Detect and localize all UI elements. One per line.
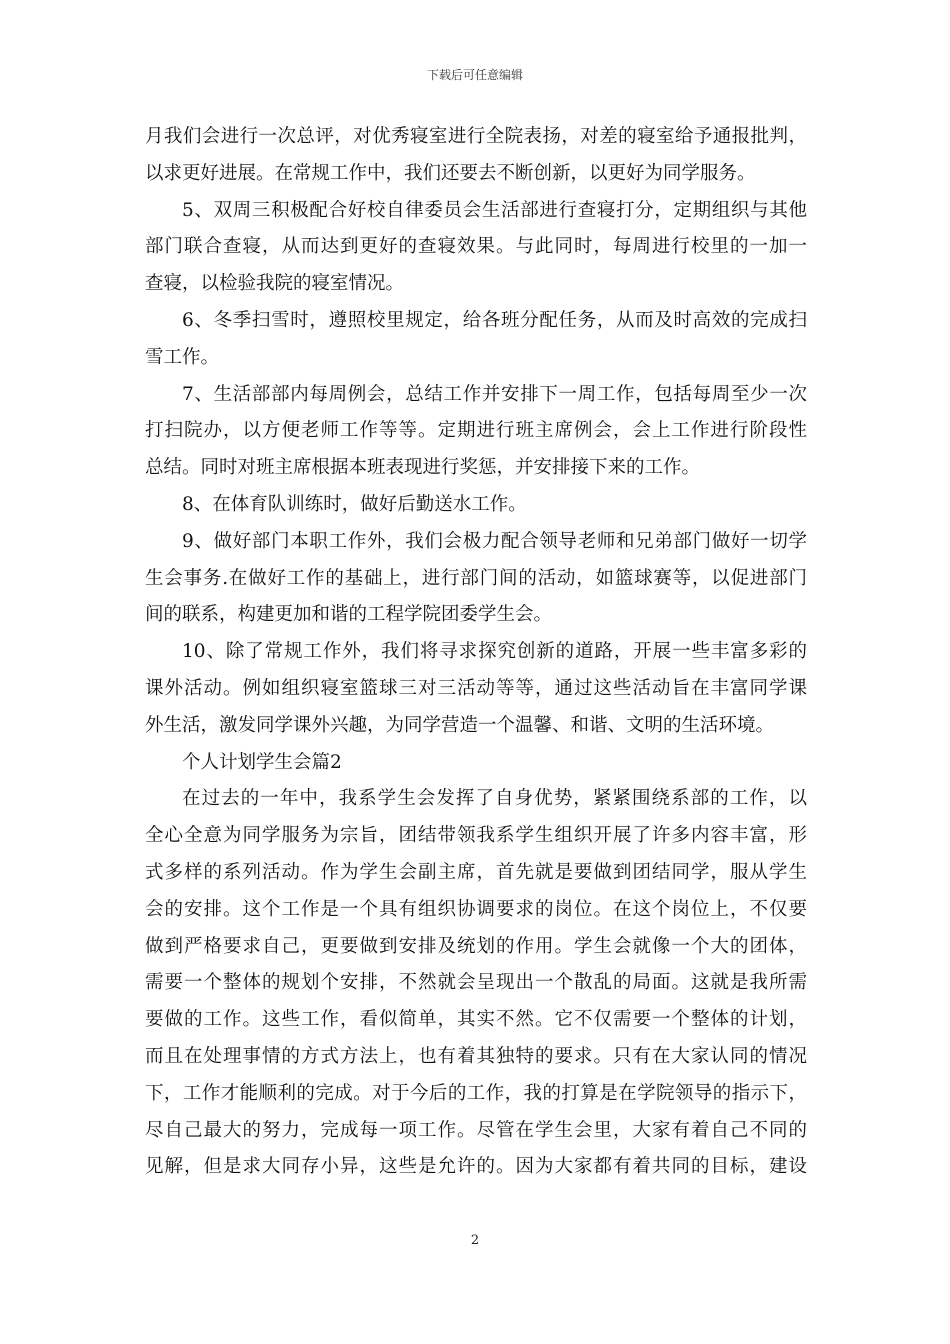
text-line: 10、除了常规工作外，我们将寻求探究创新的道路，开展一些丰富多彩的 xyxy=(182,641,807,663)
text-line: 雪工作。 xyxy=(145,346,220,368)
text-line: 在过去的一年中，我系学生会发挥了自身优势，紧紧围绕系部的工作，以 xyxy=(182,788,807,810)
text-line: 7、生活部部内每周例会，总结工作并安排下一周工作，包括每周至少一次 xyxy=(182,383,807,405)
text-line: 会的安排。这个工作是一个具有组织协调要求的岗位。在这个岗位上，不仅要 xyxy=(145,898,807,920)
document-body xyxy=(145,119,807,1186)
text-line: 而且在处理事情的方式方法上，也有着其独特的要求。只有在大家认同的情况 xyxy=(145,1045,807,1067)
text-line: 外生活，激发同学课外兴趣，为同学营造一个温馨、和谐、文明的生活环境。 xyxy=(145,714,775,736)
text-line: 9、做好部门本职工作外，我们会极力配合领导老师和兄弟部门做好一切学 xyxy=(182,530,807,552)
page-header: 下载后可任意编辑 xyxy=(426,68,523,82)
text-line: 生会事务.在做好工作的基础上，进行部门间的活动，如篮球赛等，以促进部门 xyxy=(145,567,807,589)
text-line: 部门联合查寝，从而达到更好的查寝效果。与此同时，每周进行校里的一加一 xyxy=(145,236,807,258)
text-line: 尽自己最大的努力，完成每一项工作。尽管在学生会里，大家有着自己不同的 xyxy=(145,1119,807,1141)
text-line: 以求更好进展。在常规工作中，我们还要去不断创新，以更好为同学服务。 xyxy=(145,162,756,184)
text-line: 要做的工作。这些工作，看似简单，其实不然。它不仅需要一个整体的计划， xyxy=(145,1009,807,1031)
text-line: 5、双周三积极配合好校自律委员会生活部进行查寝打分，定期组织与其他 xyxy=(182,199,807,221)
page-number: 2 xyxy=(470,1233,480,1248)
text-line: 间的联系，构建更加和谐的工程学院团委学生会。 xyxy=(145,604,553,626)
text-line: 课外活动。例如组织寝室篮球三对三活动等等，通过这些活动旨在丰富同学课 xyxy=(145,677,807,699)
text-line: 式多样的系列活动。作为学生会副主席，首先就是要做到团结同学，服从学生 xyxy=(145,861,807,883)
text-line: 月我们会进行一次总评，对优秀寝室进行全院表扬，对差的寝室给予通报批判， xyxy=(145,126,807,147)
text-line: 查寝，以检验我院的寝室情况。 xyxy=(145,273,405,295)
text-line: 打扫院办，以方便老师工作等等。定期进行班主席例会，会上工作进行阶段性 xyxy=(145,420,807,442)
text-line: 个人计划学生会篇2 xyxy=(182,751,342,773)
text-line: 下，工作才能顺利的完成。对于今后的工作，我的打算是在学院领导的指示下， xyxy=(145,1082,807,1104)
text-line: 做到严格要求自己，更要做到安排及统划的作用。学生会就像一个大的团体， xyxy=(145,935,807,957)
text-line: 见解，但是求大同存小异，这些是允许的。因为大家都有着共同的目标，建设 xyxy=(145,1156,807,1178)
text-line: 总结。同时对班主席根据本班表现进行奖惩，并安排接下来的工作。 xyxy=(145,457,701,479)
text-line: 6、冬季扫雪时，遵照校里规定，给各班分配任务，从而及时高效的完成扫 xyxy=(182,309,807,331)
text-line: 全心全意为同学服务为宗旨，团结带领我系学生组织开展了许多内容丰富，形 xyxy=(145,825,807,847)
text-line: 需要一个整体的规划个安排，不然就会呈现出一个散乱的局面。这就是我所需 xyxy=(145,972,807,994)
text-line: 8、在体育队训练时，做好后勤送水工作。 xyxy=(182,493,527,515)
